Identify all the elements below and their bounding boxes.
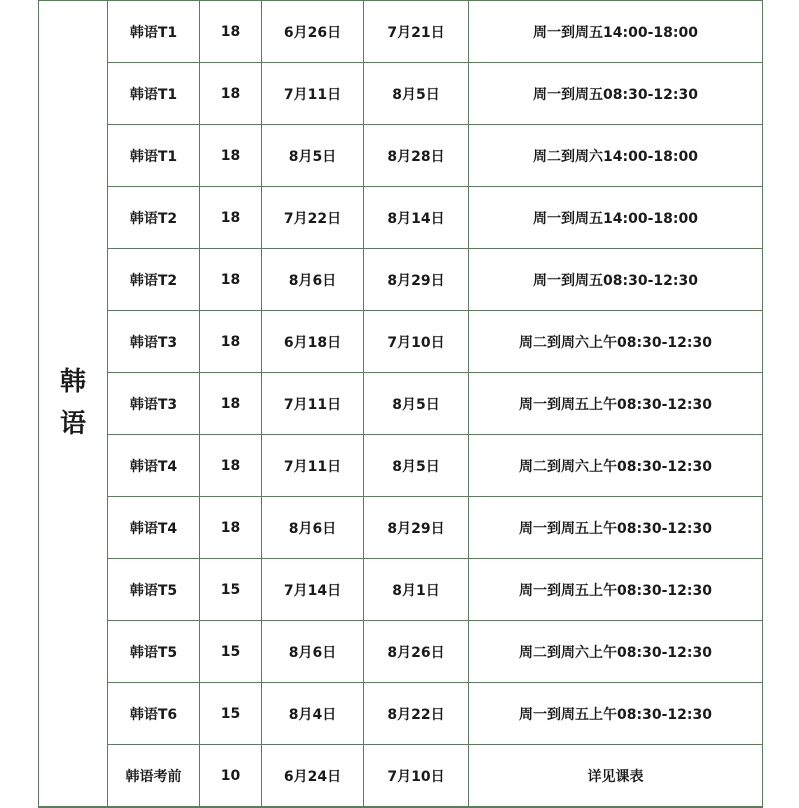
schedule-cell: 周一到周五14:00-18:00 bbox=[469, 1, 763, 63]
schedule-cell: 周一到周五08:30-12:30 bbox=[469, 63, 763, 125]
table-row bbox=[39, 621, 763, 683]
hours-cell: 18 bbox=[200, 187, 262, 249]
table-row bbox=[39, 125, 763, 187]
hours-cell: 18 bbox=[200, 1, 262, 63]
start-date-cell: 7月11日 bbox=[262, 63, 364, 125]
hours-cell: 18 bbox=[200, 373, 262, 435]
course-name-cell: 韩语T4 bbox=[108, 497, 200, 559]
table-row bbox=[39, 311, 763, 373]
hours-cell: 18 bbox=[200, 435, 262, 497]
hours-cell: 18 bbox=[200, 497, 262, 559]
end-date-cell: 7月10日 bbox=[364, 745, 469, 808]
hours-cell: 18 bbox=[200, 249, 262, 311]
schedule-cell: 周一到周五上午08:30-12:30 bbox=[469, 373, 763, 435]
start-date-cell: 8月6日 bbox=[262, 249, 364, 311]
schedule-cell: 周一到周五上午08:30-12:30 bbox=[469, 559, 763, 621]
course-name-cell: 韩语T1 bbox=[108, 63, 200, 125]
schedule-cell: 周一到周五14:00-18:00 bbox=[469, 187, 763, 249]
end-date-cell: 8月22日 bbox=[364, 683, 469, 745]
start-date-cell: 8月6日 bbox=[262, 621, 364, 683]
end-date-cell: 7月21日 bbox=[364, 1, 469, 63]
course-name-cell: 韩语T5 bbox=[108, 559, 200, 621]
course-schedule-table bbox=[38, 0, 763, 808]
end-date-cell: 8月1日 bbox=[364, 559, 469, 621]
hours-cell: 15 bbox=[200, 559, 262, 621]
table-row bbox=[39, 187, 763, 249]
table-row bbox=[39, 435, 763, 497]
course-name-cell: 韩语考前 bbox=[108, 745, 200, 808]
course-name-cell: 韩语T6 bbox=[108, 683, 200, 745]
hours-cell: 18 bbox=[200, 125, 262, 187]
hours-cell: 10 bbox=[200, 745, 262, 808]
end-date-cell: 8月5日 bbox=[364, 63, 469, 125]
course-name-cell: 韩语T2 bbox=[108, 249, 200, 311]
schedule-cell: 周二到周六上午08:30-12:30 bbox=[469, 621, 763, 683]
hours-cell: 18 bbox=[200, 63, 262, 125]
schedule-cell: 周一到周五上午08:30-12:30 bbox=[469, 497, 763, 559]
start-date-cell: 8月6日 bbox=[262, 497, 364, 559]
start-date-cell: 7月11日 bbox=[262, 435, 364, 497]
schedule-cell: 周二到周六上午08:30-12:30 bbox=[469, 435, 763, 497]
end-date-cell: 8月26日 bbox=[364, 621, 469, 683]
start-date-cell: 8月4日 bbox=[262, 683, 364, 745]
course-name-cell: 韩语T5 bbox=[108, 621, 200, 683]
start-date-cell: 7月11日 bbox=[262, 373, 364, 435]
category-cell bbox=[39, 1, 108, 808]
category-char: 语 bbox=[59, 408, 86, 439]
table-row bbox=[39, 63, 763, 125]
schedule-cell: 周一到周五08:30-12:30 bbox=[469, 249, 763, 311]
course-name-cell: 韩语T1 bbox=[108, 1, 200, 63]
end-date-cell: 8月14日 bbox=[364, 187, 469, 249]
schedule-cell: 周二到周六14:00-18:00 bbox=[469, 125, 763, 187]
end-date-cell: 7月10日 bbox=[364, 311, 469, 373]
table-row bbox=[39, 683, 763, 745]
end-date-cell: 8月29日 bbox=[364, 497, 469, 559]
course-name-cell: 韩语T4 bbox=[108, 435, 200, 497]
hours-cell: 15 bbox=[200, 683, 262, 745]
start-date-cell: 7月22日 bbox=[262, 187, 364, 249]
course-name-cell: 韩语T3 bbox=[108, 311, 200, 373]
end-date-cell: 8月28日 bbox=[364, 125, 469, 187]
table-row bbox=[39, 497, 763, 559]
start-date-cell: 7月14日 bbox=[262, 559, 364, 621]
start-date-cell: 8月5日 bbox=[262, 125, 364, 187]
table-row bbox=[39, 559, 763, 621]
hours-cell: 18 bbox=[200, 311, 262, 373]
category-char: 韩 bbox=[59, 366, 86, 397]
table-row bbox=[39, 745, 763, 808]
course-name-cell: 韩语T1 bbox=[108, 125, 200, 187]
table-row bbox=[39, 249, 763, 311]
start-date-cell: 6月24日 bbox=[262, 745, 364, 808]
hours-cell: 15 bbox=[200, 621, 262, 683]
table-row bbox=[39, 373, 763, 435]
course-name-cell: 韩语T3 bbox=[108, 373, 200, 435]
table-row bbox=[39, 1, 763, 63]
schedule-cell: 周一到周五上午08:30-12:30 bbox=[469, 683, 763, 745]
end-date-cell: 8月29日 bbox=[364, 249, 469, 311]
schedule-cell: 详见课表 bbox=[469, 745, 763, 808]
course-name-cell: 韩语T2 bbox=[108, 187, 200, 249]
end-date-cell: 8月5日 bbox=[364, 435, 469, 497]
start-date-cell: 6月18日 bbox=[262, 311, 364, 373]
end-date-cell: 8月5日 bbox=[364, 373, 469, 435]
schedule-cell: 周二到周六上午08:30-12:30 bbox=[469, 311, 763, 373]
start-date-cell: 6月26日 bbox=[262, 1, 364, 63]
